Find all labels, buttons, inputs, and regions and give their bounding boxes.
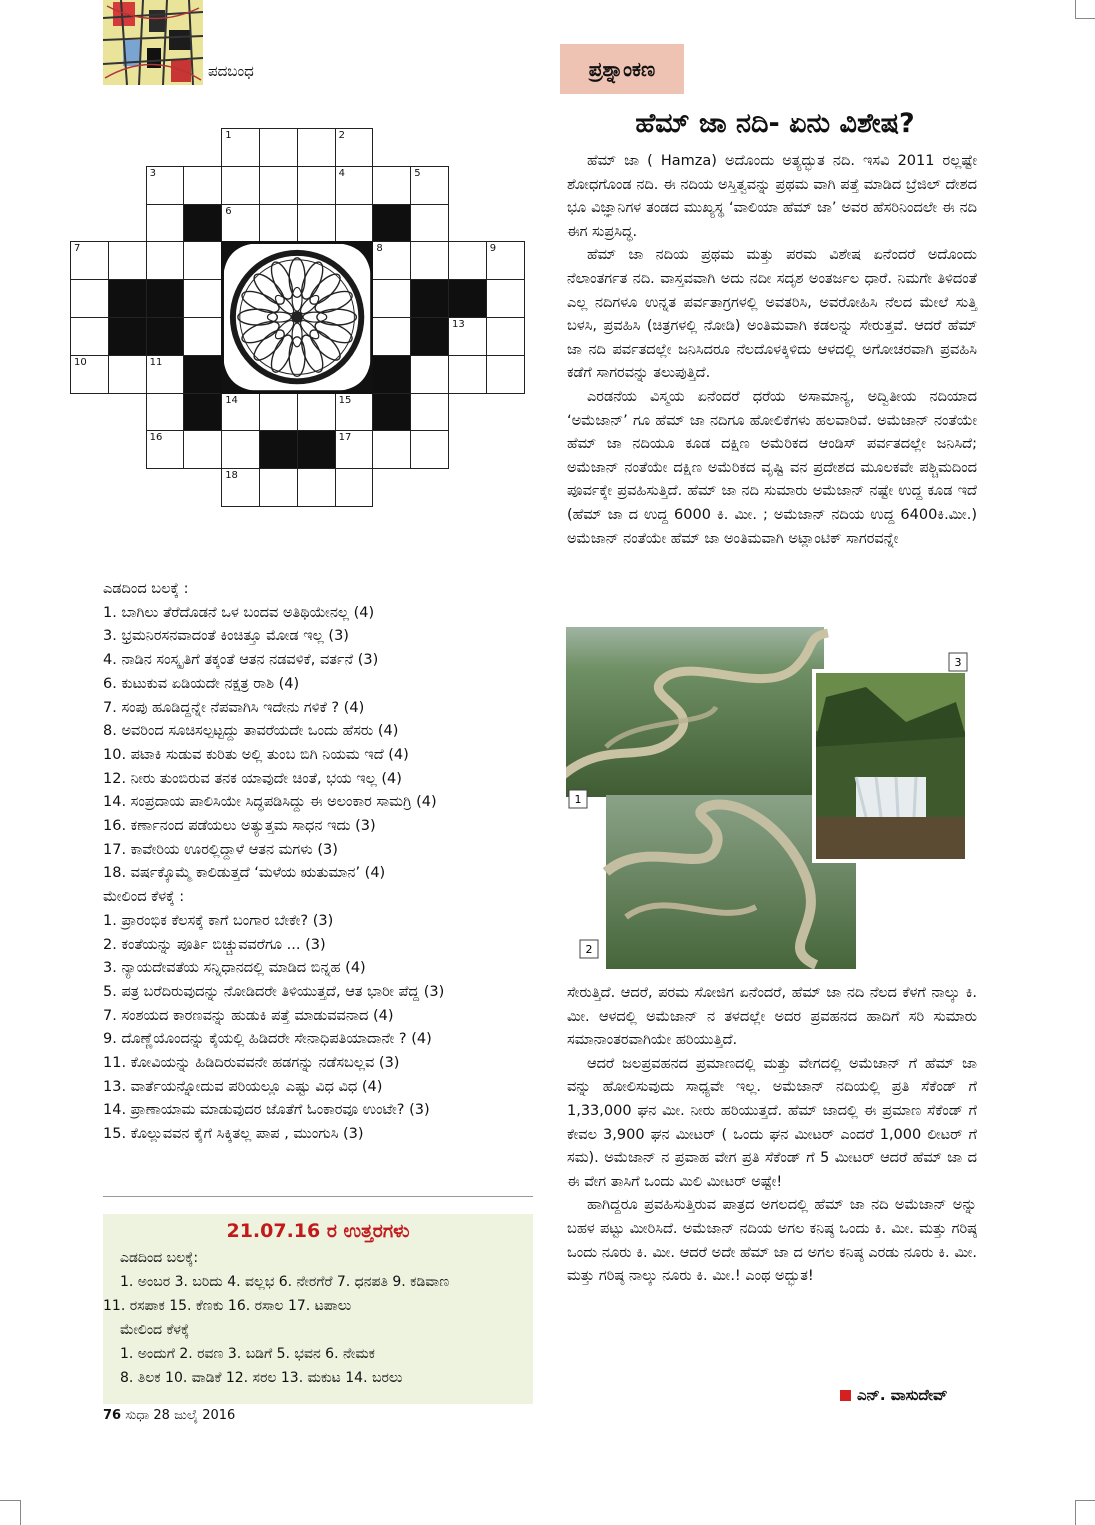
crossword-block [108,317,147,356]
photo-river-1 [566,627,828,797]
paragraph: ಹಾಗಿದ್ದರೂ ಪ್ರವಹಿಸುತ್ತಿರುವ ಪಾತ್ರದ ಅಗಲದಲ್ಲಿ ಹೆಮ್ ಜಾ ನದಿ ಅಮೆಜಾನ್ ಅನ್ನು ಬಹಳ ಪಟ್ಟು ಮೀರಿಸಿದೆ. ಅಮೆಜಾನ್ ನದಿಯ ಅಗಲ ಕನಿಷ್ಠ ಒಂದು ಕಿ. ಮೀ. ಮತ್ತು ಗರಿಷ್ಠ ಒಂದು ನೂರು ಕಿ. ಮೀ. ಆದರೆ ಅದೇ ಹೆಮ್ ಜಾ ದ ಅಗಲ ಕನಿಷ್ಠ ಎರಡು ನೂರು ಕಿ. ಮೀ. ಮತ್ತು ಗರಿಷ್ಠ ನಾಲ್ಕು ನೂರು ಕಿ. ಮೀ.! ಎಂಥ ಅದ್ಭುತ! [567,1197,977,1285]
crossword-cell[interactable] [297,166,336,205]
article-title: ಹೆಮ್ ಜಾ ನದಿ- ಏನು ವಿಶೇಷ? [635,108,915,139]
paragraph: ಎರಡನೆಯ ವಿಸ್ಮಯ ಏನೆಂದರೆ ಧರೆಯ ಅಸಾಮಾನ್ಯ, ಅದ್ವಿತೀಯ ನದಿಯಾದ ‘ಅಮೆಜಾನ್’ ಗೂ ಹೆಮ್ ಜಾ ನದಿಗೂ ಹೋಲಿಕೆಗಳು ಹಲವಾರಿವೆ. ಅಮೆಜಾನ್ ನಂತೆಯೇ ಹೆಮ್ ಜಾ ನದಿಯೂ ಕೂಡ ದಕ್ಷಿಣ ಅಮೆರಿಕದ ಆಂಡಿಸ್ ಪರ್ವತದಲ್ಲೇ ಜನಿಸಿದೆ; ಅಮೆಜಾನ್ ನಂತೆಯೇ ದಕ್ಷಿಣ ಅಮೆರಿಕದ ವೃಷ್ಟಿ ವನ ಪ್ರದೇಶದ ಮೂಲಕವೇ ಪಶ್ಚಿಮದಿಂದ ಪೂರ್ವಕ್ಕೇ ಪ್ರವಹಿಸುತ್ತಿದೆ. ಹೆಮ್ ಜಾ ನದಿ ಸುಮಾರು ಅಮೆಜಾನ್ ನಷ್ಟೇ ಉದ್ದ ಕೂಡ ಇದೆ (ಹೆಮ್ ಜಾ ದ ಉದ್ದ 6000 ಕಿ. ಮೀ. ; ಅಮೆಜಾನ್ ನದಿಯ ಉದ್ದ 6400ಕಿ.ಮೀ.) ಅಮೆಜಾನ್ ನಂತೆಯೇ ಹೆಮ್ ಜಾ ಅಂತಿಮವಾಗಿ ಅಟ್ಲಾಂಟಿಕ್ ಸಾಗರವನ್ನೇ [567,388,977,547]
photo-waterfall [814,671,967,861]
across-clue: 12. ನೀರು ತುಂಬಿರುವ ತನಕ ಯಾವುದೇ ಚಿಂತೆ, ಭಯ ಇಲ್ಲ (4) [103,770,402,787]
crossword-cell[interactable] [221,430,260,469]
clue-number: 18 [225,470,238,482]
crossword-cell[interactable] [372,430,411,469]
crop-mark [1075,18,1095,19]
answers-down-heading: ಮೇಲಿಂದ ಕೆಳಕ್ಕೆ [120,1322,190,1338]
crossword-cell[interactable] [297,128,336,167]
down-clue: 13. ವಾರ್ತೆಯನ್ನೋದುವ ಪರಿಯಲ್ಲೂ ಎಷ್ಟು ವಿಧ ವಿಧ (4) [103,1078,383,1095]
crossword-cell[interactable] [221,128,260,167]
crossword-cell[interactable] [183,279,222,318]
crossword-cell[interactable] [335,468,374,507]
crossword-cell[interactable] [297,204,336,243]
crossword-cell[interactable] [70,317,109,356]
crossword-cell[interactable] [146,241,185,280]
crossword-cell[interactable] [70,241,109,280]
photo-label: 2 [585,943,593,956]
crossword-cell[interactable] [372,279,411,318]
crossword-cell[interactable] [448,241,487,280]
clue-number: 17 [338,432,352,444]
crossword-cell[interactable] [486,241,525,280]
crossword-cell[interactable] [221,204,260,243]
crossword-cell[interactable] [410,166,449,205]
crossword-block [108,279,147,318]
crossword-cell[interactable] [259,468,298,507]
clue-number: 7 [74,243,81,255]
clue-number: 10 [74,356,87,368]
crossword-cell[interactable] [335,166,374,205]
section-badge: ಪ್ರಶ್ನಾಂಕಣ [560,44,684,94]
crossword-cell[interactable] [183,317,222,356]
clue-number: 9 [489,243,497,255]
crossword-cell[interactable] [146,430,185,469]
answers-across-line: 1. ಅಂಬರ 3. ಬರಿದು 4. ವಲ್ಲಭ 6. ನೇರಗೆರೆ 7. ಧನಪತಿ 9. ಕಡಿವಾಣ [120,1274,450,1290]
crossword-cell[interactable] [297,468,336,507]
answers-title: 21.07.16 ರ ಉತ್ತರಗಳು [226,1220,410,1242]
footer-text: ಸುಧಾ 28 ಜುಲೈ 2016 [125,1408,236,1423]
article-body-top [567,150,977,551]
crossword-block [146,317,185,356]
crossword-block [183,204,222,243]
center-medallion [221,241,373,393]
crossword-cell[interactable] [410,204,449,243]
across-clue: 3. ಭ್ರಮನಿರಸನವಾದಂತೆ ಕಿಂಚಿತ್ತೂ ಮೋಡ ಇಲ್ಲ (3) [103,628,349,645]
crossword-cell[interactable] [259,166,298,205]
author-byline [840,1386,948,1404]
crossword-block [259,430,298,469]
answers-across-line: 11. ರಸಪಾಕ 15. ಕೆಣಕು 16. ರಸಾಲ 17. ಟಪಾಲು [103,1298,352,1314]
paragraph: ಆದರೆ ಜಲಪ್ರವಹನದ ಪ್ರಮಾಣದಲ್ಲಿ ಮತ್ತು ವೇಗದಲ್ಲಿ ಅಮೆಜಾನ್ ಗೆ ಹೆಮ್ ಜಾ ವನ್ನು ಹೋಲಿಸುವುದು ಸಾಧ್ಯವೇ ಇಲ್ಲ. ಅಮೆಜಾನ್ ನದಿಯಲ್ಲಿ ಪ್ರತಿ ಸೆಕೆಂಡ್ ಗೆ 1,33,000 ಘನ ಮೀ. ನೀರು ಹರಿಯುತ್ತದೆ. ಹೆಮ್ ಜಾದಲ್ಲಿ ಈ ಪ್ರಮಾಣ ಸೆಕೆಂಡ್ ಗೆ ಕೇವಲ 3,900 ಘನ ಮೀಟರ್ ( ಒಂದು ಘನ ಮೀಟರ್ ಎಂದರೆ 1,000 ಲೀಟರ್ ಗೆ ಸಮ). ಅಮೆಜಾನ್ ನ ಪ್ರವಾಹ ವೇಗ ಪ್ರತಿ ಸೆಕೆಂಡ್ ಗೆ 5 ಮೀಟರ್ ಆದರೆ ಹೆಮ್ ಜಾ ದ ಈ ವೇಗ ತಾಸಿಗೆ ಒಂದು ಮಿಲಿ ಮೀಟರ್ ಅಷ್ಟೇ! [567,1055,977,1190]
crop-mark [0,1500,20,1501]
clue-number: 3 [149,167,156,179]
crossword-cell[interactable] [146,166,185,205]
down-clue: 7. ಸಂಶಯದ ಕಾರಣವನ್ನು ಹುಡುಕಿ ಪತ್ತೆ ಮಾಡುವವನಾದ (4) [103,1007,394,1024]
crossword-logo [103,0,203,85]
crop-mark [1075,0,1076,18]
across-clue: 6. ಕುಟುಕುವ ಏಡಿಯದೇ ನಕ್ಷತ್ರ ರಾಶಿ (4) [103,675,300,692]
crossword-cell[interactable] [183,430,222,469]
across-clue: 17. ಕಾವೇರಿಯ ಊರಲ್ಲಿದ್ದಾಳೆ ಆತನ ಮಗಳು (3) [103,841,338,858]
across-clue: 4. ನಾಡಿನ ಸಂಸ್ಕೃತಿಗೆ ತಕ್ಕಂತೆ ಆತನ ನಡವಳಿಕೆ, ವರ್ತನೆ (3) [103,652,379,669]
crossword-cell[interactable] [448,355,487,394]
crossword-block [183,355,222,394]
clue-number: 1 [225,130,232,141]
clue-number: 2 [338,130,345,141]
crossword-cell[interactable] [221,468,260,507]
paragraph: ಹೆಮ್ ಜಾ ( Hamza) ಅದೊಂದು ಅತ್ಯದ್ಭುತ ನದಿ. ಇಸವಿ 2011 ರಲ್ಲಷ್ಟೇ ಶೋಧಗೊಂಡ ನದಿ. ಈ ನದಿಯ ಅಸ್ತಿತ್ವವನ್ನು ಪ್ರಥಮ ವಾಗಿ ಪತ್ತೆ ಮಾಡಿದ ಬ್ರೆಜಿಲ್ ದೇಶದ ಭೂ ವಿಜ್ಞಾನಿಗಳ ತಂಡದ ಮುಖ್ಯಸ್ಥ ‘ವಾಲಿಯಾ ಹೆಮ್ ಜಾ’ ಅವರ ಹೆಸರಿನಿಂದಲೇ ಈ ನದಿ ಈಗ ಸುಪ್ರಸಿದ್ಧ. [567,153,977,240]
crossword-cell[interactable] [259,393,298,432]
crossword-cell[interactable] [146,355,185,394]
crossword-block [146,279,185,318]
crossword-block [372,393,411,432]
across-clue: 18. ವರ್ಷಕ್ಕೊಮ್ಮೆ ಕಾಲಿಡುತ್ತದೆ ‘ಮಳೆಯ ಋತುಮಾನ’ (4) [103,865,386,882]
crossword-cell[interactable] [410,241,449,280]
across-clue: 10. ಪಟಾಕಿ ಸುಡುವ ಕುರಿತು ಅಲ್ಲಿ ತುಂಬ ಬಿಗಿ ನಿಯಮ ಇದೆ (4) [103,746,409,763]
crossword-block [372,204,411,243]
crossword-cell[interactable] [372,317,411,356]
across-clue: 7. ಸಂಪು ಹೂಡಿದ್ದನ್ನೇ ನೆಪವಾಗಿಸಿ ಇದೇನು ಗಳಿಕೆ ? (4) [103,699,365,716]
across-clue: 1. ಬಾಗಿಲು ತೆರೆದೊಡನೆ ಒಳ ಬಂದವ ಅತಿಥಿಯೇನಲ್ಲ (4) [103,604,375,621]
crop-mark [1075,1500,1076,1525]
clue-number: 8 [376,243,383,255]
answers-box [103,1214,533,1404]
crossword-cell[interactable] [183,241,222,280]
section-label: ಪದಬಂಧ [208,62,254,80]
crossword-cell[interactable] [146,204,185,243]
across-clue: 16. ಕರ್ಣಾನಂದ ಪಡೆಯಲು ಅತ್ಯುತ್ತಮ ಸಾಧನ ಇದು (3) [103,818,376,835]
clue-number: 6 [225,205,232,217]
crossword-cell[interactable] [335,128,374,167]
crossword-cell[interactable] [410,355,449,394]
page-footer [103,1408,235,1423]
photo-label: 1 [574,793,582,806]
divider [103,1196,533,1197]
crossword-cell[interactable] [372,166,411,205]
red-square-icon [840,1390,851,1401]
crossword-cell[interactable] [259,204,298,243]
crossword-cell[interactable] [297,393,336,432]
crossword-block [448,279,487,318]
crossword-block [410,317,449,356]
crossword-cell[interactable] [221,393,260,432]
crossword-cell[interactable] [335,430,374,469]
page-number: 76 [103,1408,122,1423]
down-heading: ಮೇಲಿಂದ ಕೆಳಕ್ಕೆ : [103,889,185,906]
crossword-cell[interactable] [335,204,374,243]
clue-number: 13 [452,319,465,330]
crossword-cell[interactable] [70,279,109,318]
across-clue: 14. ಸಂಪ್ರದಾಯ ಪಾಲಿಸಿಯೇ ಸಿದ್ಧಪಡಿಸಿದ್ದು ಈ ಅಲಂಕಾರ ಸಾಮಗ್ರಿ (4) [103,794,437,811]
paragraph: ಹೆಮ್ ಜಾ ನದಿಯ ಪ್ರಥಮ ಮತ್ತು ಪರಮ ವಿಶೇಷ ಏನೆಂದರೆ ಅದೊಂದು ನೆಲಾಂತರ್ಗತ ನದಿ. ವಾಸ್ತವವಾಗಿ ಅದು ನದೀ ಸದೃಶ ಅಂತರ್ಜಲ ಧಾರೆ. ನಿಮಗೇ ತಿಳಿದಂತೆ ಎಲ್ಲ ನದಿಗಳೂ ಉನ್ನತ ಪರ್ವತಾಗ್ರಗಳಲ್ಲಿ ಅವತರಿಸಿ, ಅವರೋಹಿಸಿ ನೆಲದ ಮೇಲೆ ಸುತ್ತಿ ಬಳಸಿ, ಪ್ರವಹಿಸಿ (ಚಿತ್ರಗಳಲ್ಲಿ ನೋಡಿ) ಅಂತಿಮವಾಗಿ ಕಡಲನ್ನು ಸೇರುತ್ತವೆ. ಆದರೆ ಹೆಮ್ ಜಾ ನದಿ ಪರ್ವತದಲ್ಲೇ ಜನಿಸಿದರೂ ನೆಲದೊಳಕ್ಕಿಳಿದು ಆಳದಲ್ಲಿ ಅಗೋಚರವಾಗಿ ಪ್ರವಹಿಸಿ ಕಡೆಗೆ ಸಾಗರವನ್ನು ತಲುಪುತ್ತಿದೆ. [567,247,977,382]
down-clue: 1. ಪ್ರಾರಂಭಿಕ ಕೆಲಸಕ್ಕೆ ಕಾಗೆ ಬಂಗಾರ ಬೇಕೇ? (3) [103,912,334,929]
photo-marker-1 [569,790,587,808]
crossword-cell[interactable] [70,355,109,394]
crossword-cell[interactable] [221,166,260,205]
crossword-cell[interactable] [410,430,449,469]
clue-number: 5 [414,167,421,179]
crossword-block [410,279,449,318]
clue-number: 14 [225,394,238,406]
crossword-cell[interactable] [448,317,487,356]
crossword-cell[interactable] [486,317,525,356]
crossword-cell[interactable] [146,393,185,432]
clue-number: 11 [149,356,163,368]
crossword-block [183,393,222,432]
down-clue: 3. ನ್ಯಾಯದೇವತೆಯ ಸನ್ನಿಧಾನದಲ್ಲಿ ಮಾಡಿದ ಬಿನ್ನಹ (4) [103,960,366,977]
crossword-cell[interactable] [108,355,147,394]
photo-marker-2 [580,940,598,958]
down-clue: 9. ದೊಣ್ಣೆಯೊಂದನ್ನು ಕೈಯಲ್ಲಿ ಹಿಡಿದರೇ ಸೇನಾಧಿಪತಿಯಾದಾನೇ ? (4) [103,1031,432,1048]
crossword-block [297,430,336,469]
answers-across-heading: ಎಡದಿಂದ ಬಲಕ್ಕೆ: [120,1250,199,1266]
clue-number: 4 [338,167,345,179]
crossword-cell[interactable] [486,279,525,318]
crossword-block [372,355,411,394]
crossword-cell[interactable] [486,355,525,394]
across-clue: 8. ಅವರಿಂದ ಸೂಚಿಸಲ್ಪಟ್ಟದ್ದು ತಾವರೆಯದೇ ಒಂದು ಹೆಸರು (4) [103,723,399,740]
river-photos [566,627,976,969]
crossword-cell[interactable] [183,166,222,205]
down-clue: 11. ಕೋವಿಯನ್ನು ಹಿಡಿದಿರುವವನೇ ಹಡಗನ್ನು ನಡೆಸಬಲ್ಲವ (3) [103,1055,400,1072]
crop-mark [20,1500,21,1525]
clue-number: 16 [149,432,163,444]
photo-marker-3 [949,653,967,671]
clue-number: 15 [338,394,352,406]
crossword-cell[interactable] [259,128,298,167]
article-body-bottom [567,982,977,1289]
crop-mark [1075,1500,1095,1501]
down-clue: 2. ಕಂತೆಯನ್ನು ಪೂರ್ತಿ ಬಿಚ್ಚುವವರೆಗೂ ... (3) [103,936,326,953]
down-clue: 15. ಕೊಲ್ಲುವವನ ಕೈಗೆ ಸಿಕ್ಕಿತಲ್ಲ ಪಾಪ , ಮುಂಗುಸಿ (3) [103,1126,364,1143]
photo-label: 3 [954,656,962,669]
answers-down-line: 8. ತಿಲಕ 10. ವಾಡಿಕೆ 12. ಸರಲ 13. ಮಕುಟ 14. ಬರಲು [120,1370,403,1386]
across-heading: ಎಡದಿಂದ ಬಲಕ್ಕೆ : [103,581,189,597]
crossword-cell[interactable] [108,241,147,280]
clues [103,578,543,1147]
down-clue: 5. ಪತ್ರ ಬರೆದಿರುವುದನ್ನು ನೋಡಿದರೇ ತಿಳಿಯುತ್ತದೆ, ಆತ ಭಾರೀ ಪೆದ್ದ (3) [103,983,445,1000]
paragraph: ಸೇರುತ್ತಿದೆ. ಆದರೆ, ಪರಮ ಸೋಜಿಗ ಏನೆಂದರೆ, ಹೆಮ್ ಜಾ ನದಿ ನೆಲದ ಕೆಳಗೆ ನಾಲ್ಕು ಕಿ. ಮೀ. ಆಳದಲ್ಲಿ ಅಮೆಜಾನ್ ನ ತಳದಲ್ಲೇ ಅದರ ಪ್ರವಹನದ ಹಾದಿಗೆ ಸರಿ ಸುಮಾರು ಸಮಾನಾಂತರವಾಗಿಯೇ ಹರಿಯುತ್ತಿದೆ. [567,985,977,1049]
answers-down-line: 1. ಅಂದುಗೆ 2. ರವಣ 3. ಬಡಿಗೆ 5. ಭವನ 6. ನೇಮಕ [120,1346,375,1362]
crossword-cell[interactable] [410,393,449,432]
author-name: ಎನ್. ವಾಸುದೇವ್ [857,1386,948,1404]
crossword-cell[interactable] [335,393,374,432]
crossword-cell[interactable] [372,241,411,280]
down-clue: 14. ಪ್ರಾಣಾಯಾಮ ಮಾಡುವುದರ ಜೊತೆಗೆ ಓಂಕಾರವೂ ಉಂಟೇ? (3) [103,1102,430,1119]
